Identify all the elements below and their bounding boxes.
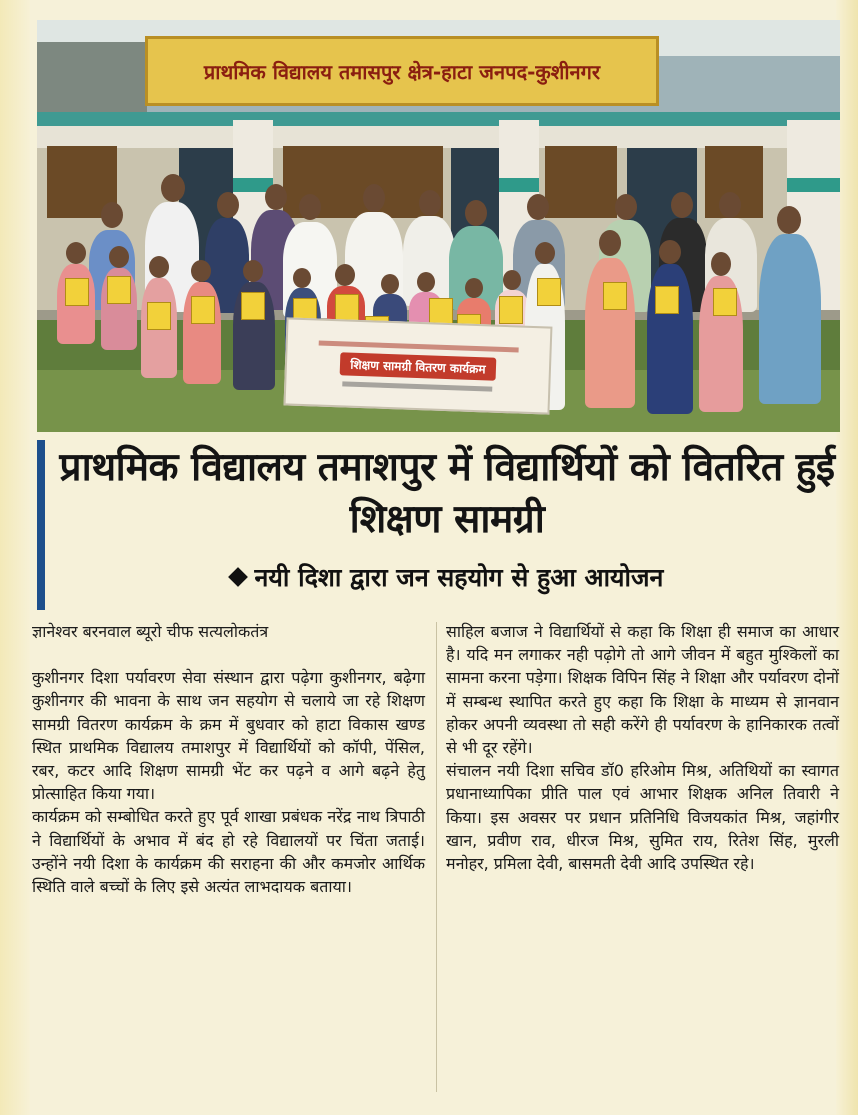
- photo-child-head: [465, 278, 483, 298]
- photo-child-head: [711, 252, 731, 276]
- photo-child-head: [599, 230, 621, 256]
- news-photo: [37, 20, 840, 432]
- book-icon: [655, 286, 679, 314]
- article-column-left: [32, 620, 425, 898]
- headline-accent-bar: [37, 440, 45, 610]
- photo-person-head: [265, 184, 287, 210]
- photo-notice-board: [545, 146, 617, 218]
- photo-child-head: [659, 240, 681, 264]
- book-icon: [335, 294, 359, 322]
- article-subheadline: [52, 560, 842, 594]
- photo-child-head: [417, 272, 435, 292]
- article-column-right: [446, 620, 839, 875]
- photo-person-head: [615, 194, 637, 220]
- photo-person-head: [299, 194, 321, 220]
- photo-person-head: [777, 206, 801, 234]
- photo-person-head: [419, 190, 441, 216]
- paper-edge-left: [0, 0, 30, 1115]
- article-paragraph: कुशीनगर दिशा पर्यावरण सेवा संस्थान द्वारा पढ़ेगा कुशीनगर, बढ़ेगा कुशीनगर की भावना के साथ जन सहयोग से चलाये जा रहे शिक्षण सामग्री वितरण कार्यक्रम के क्रम में बुधवार को हाटा विकास खण्ड स्थित प्राथमिक विद्यालय तमाशपुर में विद्यार्थियों को कॉपी, पेंसिल, रबर, कटर आदि शिक्षण सामग्री भेंट कर पढ़ने व आगे बढ़ने हेतु प्रोत्साहित किया गया।: [32, 668, 425, 804]
- diamond-bullet-icon: [228, 567, 248, 587]
- book-icon: [147, 302, 171, 330]
- photo-person-head: [217, 192, 239, 218]
- article-paragraph: कार्यक्रम को सम्बोधित करते हुए पूर्व शाखा प्रबंधक नरेंद्र नाथ त्रिपाठी ने विद्यार्थियों के अभाव में बंद हो रहे विद्यालयों पर चिंता जताई। उन्होंने नयी दिशा के कार्यक्रम की सराहना की और कमजोर आर्थिक स्थिति वाले बच्चों के लिए इसे अत्यंत लाभदायक बताया।: [32, 807, 425, 897]
- photo-person-head: [465, 200, 487, 226]
- article-headline: प्राथमिक विद्यालय तमाशपुर में विद्यार्थियों को वितरित हुई शिक्षण सामग्री: [59, 445, 835, 542]
- article-byline: ज्ञानेश्वर बरनवाल ब्यूरो चीफ सत्यलोकतंत्र: [32, 622, 269, 641]
- school-sign: प्राथमिक विद्यालय तमासपुर क्षेत्र-हाटा जनपद-कुशीनगर: [145, 36, 659, 106]
- book-icon: [713, 288, 737, 316]
- photo-child-head: [335, 264, 355, 286]
- photo-person-head: [101, 202, 123, 228]
- article-paragraph: संचालन नयी दिशा सचिव डॉ0 हरिओम मिश्र, अतिथियों का स्वागत प्रधानाध्यापिका प्रीति पाल एवं आभार शिक्षक अनिल तिवारी ने किया। इस अवसर पर प्रधान प्रतिनिधि विजयकांत मिश्र, जहांगीर खान, प्रवीण राव, धीरज मिश्र, सुमित राय, रितेश सिंह, मुरली मनोहर, प्रमिला देवी, बासमती देवी आदि उपस्थित रहे।: [446, 761, 839, 874]
- photo-person: [759, 234, 821, 404]
- subheadline-text: नयी दिशा द्वारा जन सहयोग से हुआ आयोजन: [254, 563, 664, 592]
- column-divider: [436, 622, 437, 1092]
- photo-roof: [37, 42, 147, 120]
- photo-child-head: [149, 256, 169, 278]
- photo-child: [585, 258, 635, 408]
- photo-person-head: [671, 192, 693, 218]
- photo-child-head: [503, 270, 521, 290]
- photo-person-head: [363, 184, 385, 212]
- photo-child-head: [66, 242, 86, 264]
- book-icon: [241, 292, 265, 320]
- book-icon: [65, 278, 89, 306]
- photo-child-head: [381, 274, 399, 294]
- photo-child-head: [293, 268, 311, 288]
- book-icon: [537, 278, 561, 306]
- photo-person-head: [161, 174, 185, 202]
- photo-person-head: [527, 194, 549, 220]
- photo-roof-band: [37, 112, 840, 126]
- photo-child-head: [191, 260, 211, 282]
- photo-child-head: [535, 242, 555, 264]
- event-banner-title: शिक्षण सामग्री वितरण कार्यक्रम: [340, 352, 496, 380]
- photo-wall-shade: [37, 126, 840, 148]
- photo-child-head: [109, 246, 129, 268]
- book-icon: [107, 276, 131, 304]
- article-paragraph: साहिल बजाज ने विद्यार्थियों से कहा कि शिक्षा ही समाज का आधार है। यदि मन लगाकर नही पढ़ोगे तो आगे जीवन में बहुत मुश्किलों का सामना करना पड़ेगा। शिक्षक विपिन सिंह ने शिक्षा और पर्यावरण दोनों में सम्बन्ध स्थापित करते हुए कहा कि शिक्षा के माध्यम से ज्ञानवान होकर अपनी व्यवस्था तो सही करेंगे ही पर्यावरण के हानिकारक तत्वों से भी दूर रहेंगे।: [446, 622, 839, 758]
- book-icon: [191, 296, 215, 324]
- book-icon: [499, 296, 523, 324]
- photo-child-head: [243, 260, 263, 282]
- book-icon: [603, 282, 627, 310]
- event-banner: [284, 317, 553, 414]
- photo-person-head: [719, 192, 741, 218]
